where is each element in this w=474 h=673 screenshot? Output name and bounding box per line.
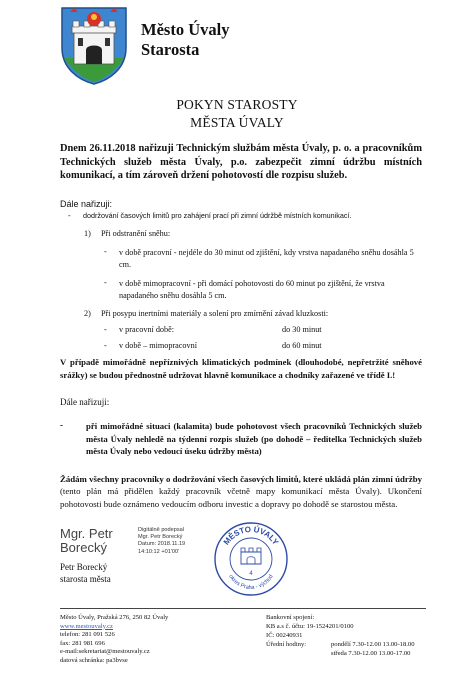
section-number: 1): [84, 229, 91, 238]
signature-detail-line: 14:10:12 +01'00': [138, 548, 180, 555]
office-name: Starosta: [141, 40, 200, 59]
office-hours-wednesday: středa 7.30-12.00 13.00-17.00: [331, 650, 411, 657]
signer-role: starosta města: [60, 573, 111, 584]
bank-account: KB a.s č. účtu: 19-1524201/0100: [266, 623, 354, 630]
signer-name: Petr Borecký: [60, 562, 108, 572]
stamp-bottom-text: okres Praha - východ: [227, 573, 275, 592]
footer-fax: fax: 281 981 696: [60, 639, 105, 647]
time-limits-item: dodržování časových limitů pro zahájení prací při zimní údržbě místních komunikací.: [83, 211, 352, 220]
signature-detail-line: Mgr. Petr Borecký: [138, 534, 183, 541]
signature-name-line-1: Mgr. Petr: [60, 526, 113, 541]
list-dash: -: [60, 420, 63, 430]
city-name: Město Úvaly: [141, 20, 230, 39]
emergency-standby-paragraph: při mimořádné situaci (kalamita) bude pohotovost všech pracovníků Technických služeb města Úvaly nehledě na týdenní rozpis služeb (po dohodě – ředitelka Technických služeb města Úvaly nebo vedoucí úseku údržby města): [86, 421, 422, 456]
signature-detail-line: Digitálně podepsal: [138, 527, 185, 533]
list-dash: -: [104, 325, 107, 334]
section-title-gritting: Při posypu inertními materiály a solení pro zmírnění závad kluzkosti:: [101, 309, 329, 318]
footer-phone: telefon: 281 091 526: [60, 631, 115, 639]
working-hours-rule: v době pracovní - nejdéle do 30 minut od zjištění, kdy vrstva napadaného sněhu dosáhla 5 cm.: [119, 248, 414, 269]
gritting-off-hours-label: v době – mimopracovní: [119, 341, 197, 350]
list-dash: -: [104, 341, 107, 350]
city-crest-logo: [60, 6, 128, 86]
signature-name-line-2: Borecký: [60, 540, 107, 555]
company-id: IČ: 00240931: [266, 632, 303, 639]
office-hours-monday: pondělí 7.30-12.00 13.00-18.00: [331, 641, 415, 648]
document-title-line-1: POKYN STAROSTY: [176, 97, 298, 112]
off-hours-rule: v době mimopracovní - při domácí pohotovosti do 60 minut po zjištění, že vrstva napadaného sněhu dosáhla 5 cm.: [119, 279, 385, 300]
footer-address: Město Úvaly, Pražská 276, 250 82 Úvaly: [60, 614, 169, 621]
footer-email: e-mail:sekretariat@mestouvaly.cz: [60, 648, 150, 656]
footer-divider: [60, 608, 426, 609]
gritting-working-label: v pracovní době:: [119, 325, 175, 334]
request-paragraph: [60, 473, 422, 510]
stamp-top-text: MĚSTO ÚVALY: [221, 524, 281, 547]
footer-databox: datová schránka: pa3bvse: [60, 656, 128, 664]
further-order-label: Dále nařizuji:: [60, 199, 113, 209]
signer-block: [60, 562, 111, 585]
list-dash: -: [68, 211, 71, 220]
digital-signature-name: [60, 527, 113, 555]
section-title-snow-removal: Při odstranění sněhu:: [101, 229, 171, 238]
svg-text:MĚSTO ÚVALY: [222, 525, 281, 547]
intro-paragraph: Dnem 26.11.2018 nařizuji Technickým službám města Úvaly, p. o. a pracovníkům Technických služeb města Úvaly, p.o. zabezpečit zimní údržbu místních komunikací, a tím zároveň držení pohotovostí dle rozpisu služeb.: [60, 143, 422, 182]
official-stamp: [212, 520, 290, 598]
document-title-line-2: MĚSTA ÚVALY: [190, 115, 284, 130]
bank-title: Bankovní spojení:: [266, 614, 315, 621]
list-dash: -: [104, 278, 107, 287]
footer-contact: [60, 614, 168, 666]
signature-detail-line: Datum: 2018.11.19: [138, 541, 186, 548]
office-hours-label: Úřední hodiny:: [266, 641, 307, 648]
footer-website-link[interactable]: www.mestouvaly.cz: [60, 622, 113, 630]
section-number: 2): [84, 309, 91, 318]
list-dash: -: [104, 247, 107, 256]
gritting-off-hours-value: do 60 minut: [282, 341, 322, 350]
request-rest-text: (tento plán má přidělen každý pracovník včetně mapy komunikací města Úvaly). Ukončení pohotovosti bude oznámeno vedoucím odboru investic a dopravy po dohodě se starostou města.: [60, 486, 422, 509]
request-bold-text: Žádám všechny pracovníky o dodržování všech časových limitů, které ukládá plán zimní údržby: [60, 474, 422, 484]
gritting-working-value: do 30 minut: [282, 325, 322, 334]
stamp-number: 4: [249, 571, 253, 577]
extreme-conditions-paragraph: V případě mimořádně nepříznivých klimatických podmínek (dlouhodobé, nepřetržité sněhové srážky) se budou přednostně udržovat hlavně komunikace a chodníky zařazené ve třídě I.!: [60, 357, 422, 380]
further-order-label: Dále nařizuji:: [60, 397, 110, 407]
